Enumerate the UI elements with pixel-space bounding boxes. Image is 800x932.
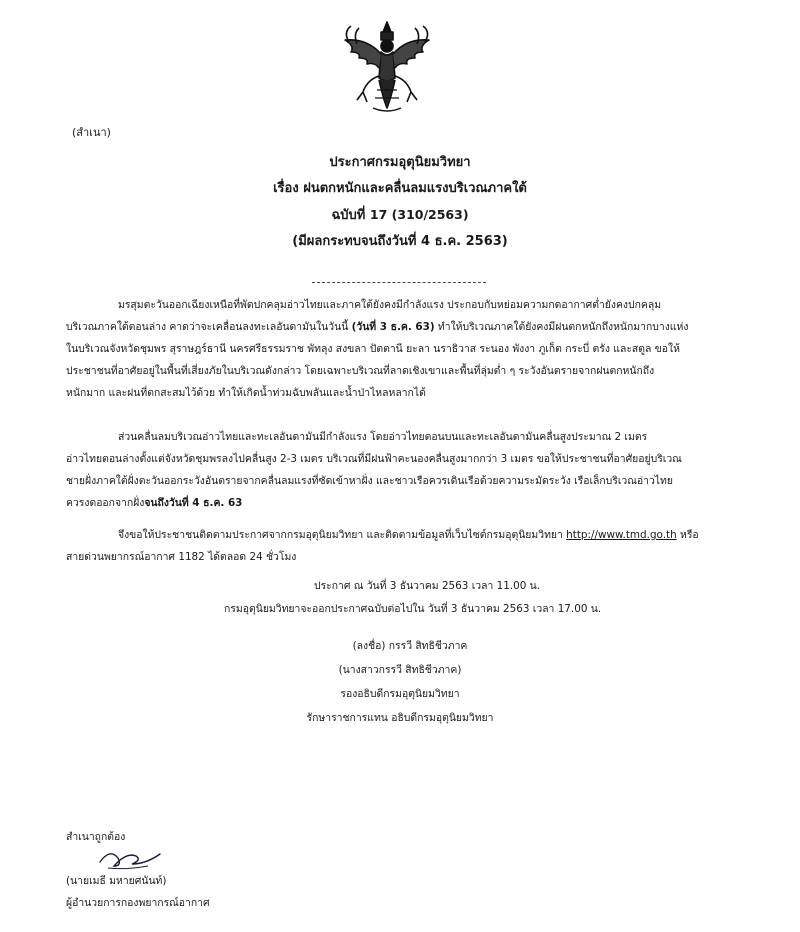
- paragraph-line: อ่าวไทยตอนล่างตั้งแต่จังหวัดชุมพรลงไปคลื่นสูง 2-3 เมตร บริเวณที่มีฝนฟ้าคะนองคลื่นสูงมากกว่า 3 เมตร ขอให้ประชาชนที่อาศัยอยู่บริเวณ: [66, 453, 682, 465]
- announcement-subject: เรื่อง ฝนตกหนักและคลื่นลมแรงบริเวณภาคใต้: [273, 181, 527, 196]
- signer-name: (นางสาวกรรวี สิทธิชีวภาค): [338, 664, 462, 676]
- issued-time: ประกาศ ณ วันที่ 3 ธันวาคม 2563 เวลา 11.00 น.: [314, 580, 541, 592]
- paragraph-waves: [66, 426, 734, 514]
- announcement-title: ประกาศกรมอุตุนิยมวิทยา: [329, 155, 471, 170]
- paragraph-line: [66, 492, 734, 514]
- text-run: หรือ: [676, 529, 699, 541]
- number-prefix: ฉบับที่: [331, 208, 370, 223]
- certifier-position: ผู้อำนวยการกองพยากรณ์อากาศ: [66, 897, 210, 909]
- paragraph-line: ประชาชนที่อาศัยอยู่ในพื้นที่เสี่ยงภัยในบริเวณดังกล่าว โดยเฉพาะบริเวณที่ลาดเชิงเขาและพื้นที่ลุ่มต่ำ ๆ ระวังอันตรายจากฝนตกหนักถึง: [66, 365, 655, 377]
- announcement-number: [0, 202, 800, 229]
- divider: [312, 282, 486, 283]
- text-run: จึงขอให้ประชาชนติดตามประกาศจากกรมอุตุนิยมวิทยา และติดตามข้อมูลที่เว็บไซต์กรมอุตุนิยมวิทยา: [118, 529, 567, 541]
- certifier-name: (นายเมธี มหายศนันท์): [66, 875, 167, 887]
- text-run: ทำให้บริเวณภาคใต้ยังคงมีฝนตกหนักถึงหนักมากบางแห่ง: [434, 321, 689, 333]
- paragraph-weather: [66, 294, 734, 404]
- paragraph-follow: [66, 524, 734, 568]
- next-issue-time: กรมอุตุนิยมวิทยาจะออกประกาศฉบับต่อไปใน วันที่ 3 ธันวาคม 2563 เวลา 17.00 น.: [224, 603, 602, 615]
- paragraph-line: ในบริเวณจังหวัดชุมพร สุราษฎร์ธานี นครศรีธรรมราช พัทลุง สงขลา ปัตตานี ยะลา นราธิวาส ระนอง พังงา ภูเก็ต กระบี่ ตรัง และสตูล ขอให้: [66, 343, 680, 355]
- signature-block: [0, 634, 800, 730]
- paragraph-line: สายด่วนพยากรณ์อากาศ 1182 ได้ตลอด 24 ชั่วโมง: [66, 551, 297, 563]
- highlight-date: จนถึงวันที่ 4 ธ.ค. 63: [144, 497, 243, 509]
- effective-date: (มีผลกระทบจนถึงวันที่ 4 ธ.ค. 2563): [292, 234, 508, 249]
- text-run: บริเวณภาคใต้ตอนล่าง คาดว่าจะเคลื่อนลงทะเลอันดามันในวันนี้: [66, 321, 352, 333]
- number-value: 17 (310/2563): [369, 207, 469, 222]
- paragraph-line: [66, 316, 734, 338]
- handwritten-signature-icon: [96, 842, 166, 872]
- paragraph-line: ส่วนคลื่นลมบริเวณอ่าวไทยและทะเลอันดามันมีกำลังแรง โดยอ่าวไทยตอนบนและทะเลอันดามันคลื่นสูงประมาณ 2 เมตร: [118, 431, 648, 443]
- announcement-header: [0, 150, 800, 255]
- garuda-emblem-icon: [337, 18, 437, 116]
- signed-by: (ลงชื่อ) กรรวี สิทธิชีวภาค: [352, 640, 468, 652]
- highlight-date: (วันที่ 3 ธ.ค. 63): [351, 321, 435, 333]
- paragraph-line: ชายฝั่งภาคใต้ฝั่งตะวันออกระวังอันตรายจากคลื่นลมแรงที่ซัดเข้าหาฝั่ง และชาวเรือควรเดินเรือด้วยความระมัดระวัง เรือเล็กบริเวณอ่าวไทย: [66, 475, 673, 487]
- text-run: ควรงดออกจากฝั่ง: [66, 497, 145, 509]
- signer-position: รองอธิบดีกรมอุตุนิยมวิทยา: [340, 688, 460, 700]
- tmd-website-link[interactable]: http://www.tmd.go.th: [566, 529, 677, 541]
- paragraph-line: หนักมาก และฝนที่ตกสะสมไว้ด้วย ทำให้เกิดน้ำท่วมฉับพลันและน้ำป่าไหลหลากได้: [66, 387, 426, 399]
- paragraph-line: มรสุมตะวันออกเฉียงเหนือที่พัดปกคลุมอ่าวไทยและภาคใต้ยังคงมีกำลังแรง ประกอบกับหย่อมความกดอากาศต่ำยังคงปกคลุม: [118, 299, 662, 311]
- copy-mark: (สำเนา): [72, 126, 111, 139]
- issue-info: [224, 575, 601, 621]
- signer-acting: รักษาราชการแทน อธิบดีกรมอุตุนิยมวิทยา: [306, 712, 494, 724]
- certified-copy-label: สำเนาถูกต้อง: [66, 831, 126, 843]
- paragraph-line: [66, 524, 734, 546]
